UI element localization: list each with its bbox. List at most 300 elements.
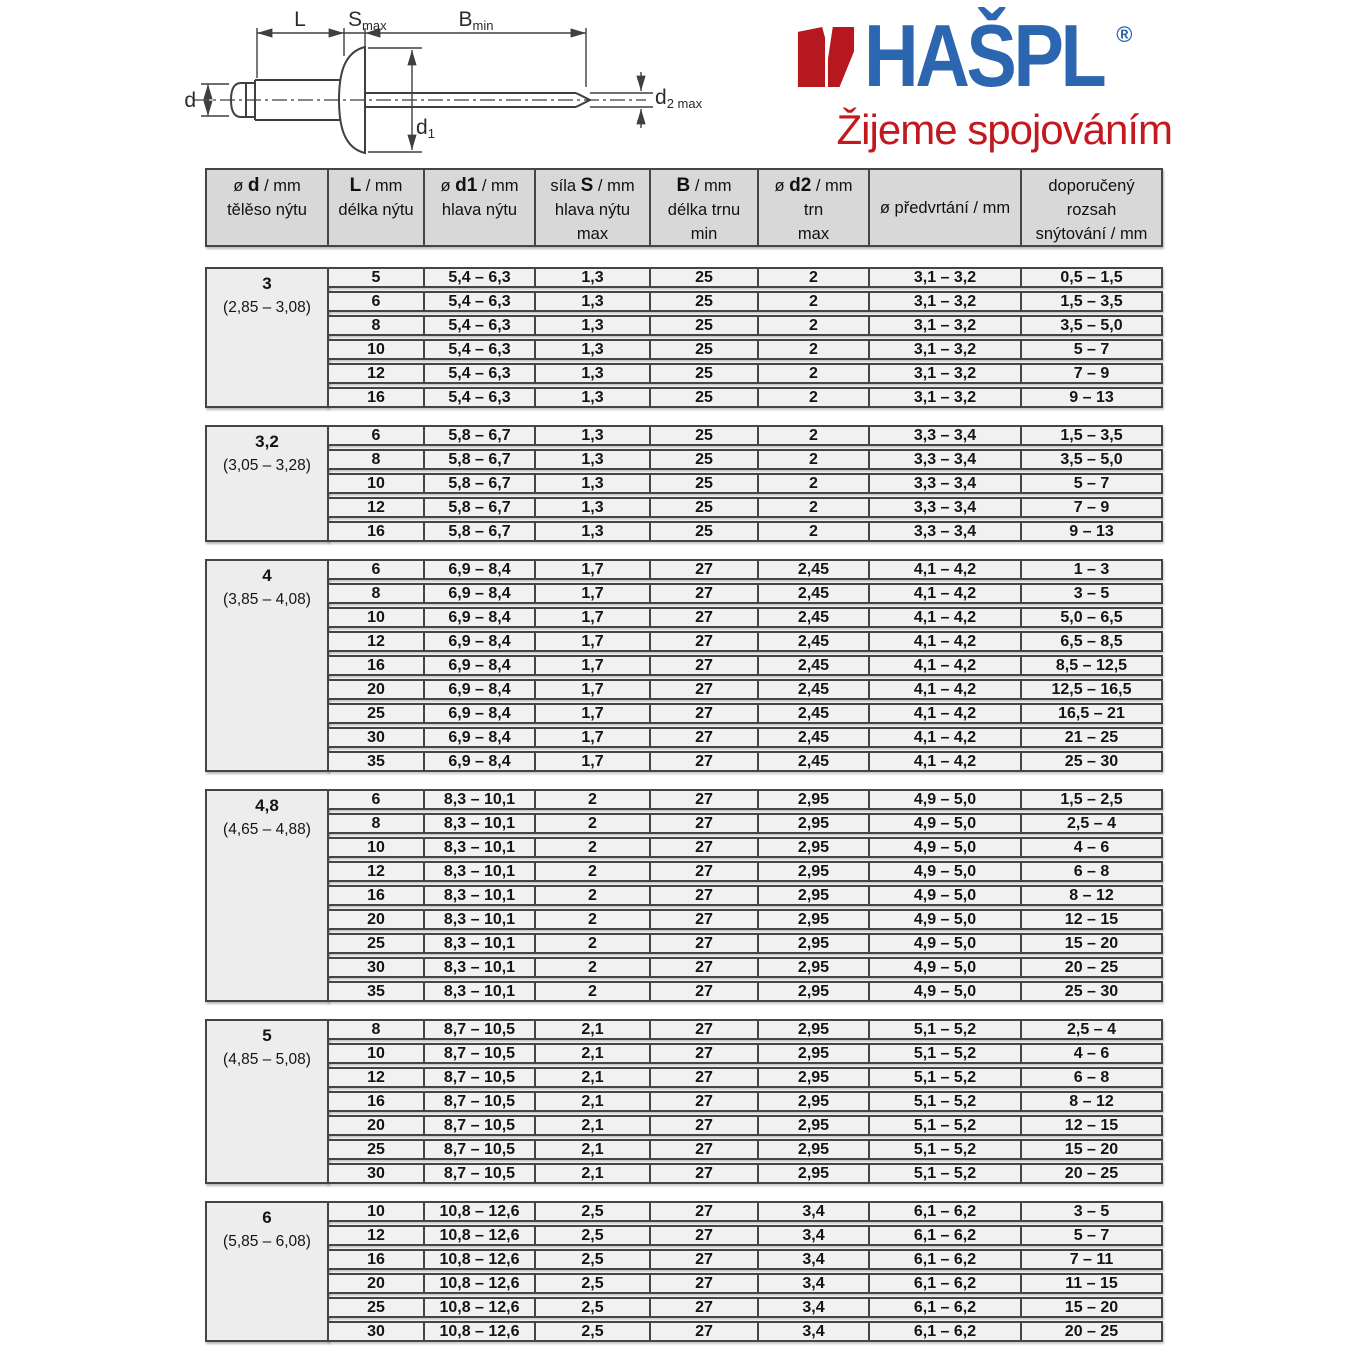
table-row (327, 559, 1163, 580)
table-cell: 16 (329, 657, 425, 674)
table-cell: 5,8 – 6,7 (425, 427, 536, 444)
rivet-diagram (183, 0, 703, 168)
table-cell: 7 – 9 (1073, 364, 1110, 382)
size-group-label (205, 1019, 329, 1184)
header-cell (536, 170, 651, 245)
table-cell: 27 (651, 1069, 759, 1086)
table-cell: 1,3 (536, 523, 651, 540)
table-cell: 2 (536, 983, 651, 1000)
table-row (327, 679, 1163, 700)
table-cell: 2,1 (536, 1165, 651, 1182)
table-cell: 25 (651, 523, 759, 540)
label-d1: d1 (416, 116, 435, 141)
table-row (327, 387, 1163, 408)
table-cell: 16,5 – 21 (1058, 704, 1125, 722)
table-cell: 1,3 (536, 427, 651, 444)
table-cell: 2 (759, 389, 870, 406)
table-cell: 6,1 – 6,2 (870, 1227, 1022, 1244)
table-cell: 2 (759, 341, 870, 358)
table-cell: 1,5 – 3,5 (1060, 426, 1123, 444)
header-cell (870, 170, 1022, 245)
table-cell: 25 (651, 341, 759, 358)
table-cell: 20 – 25 (1064, 1322, 1119, 1340)
table-cell: 2,95 (759, 1165, 870, 1182)
table-row (327, 909, 1163, 930)
table-cell: 9 – 13 (1069, 522, 1114, 540)
table-cell: 2 (759, 523, 870, 540)
table-cell: 2 (536, 887, 651, 904)
table-cell: 27 (651, 959, 759, 976)
table-cell: 35 (329, 983, 425, 1000)
table-cell: 2 (759, 269, 870, 286)
header-line1: ø d1 / mm (440, 175, 519, 196)
label-d2-max: d2 max (655, 86, 703, 111)
table-cell: 2,5 (536, 1299, 651, 1316)
table-cell: 1,3 (536, 317, 651, 334)
table-cell: 5,4 – 6,3 (425, 293, 536, 310)
table-cell: 2 (759, 317, 870, 334)
table-cell: 2 (536, 959, 651, 976)
table-row (327, 1321, 1163, 1342)
table-cell: 4,9 – 5,0 (870, 935, 1022, 952)
table-row (327, 1043, 1163, 1064)
table-cell: 10,8 – 12,6 (425, 1299, 536, 1316)
table-cell: 4,1 – 4,2 (870, 585, 1022, 602)
size-group-label (205, 425, 329, 542)
header-cell (329, 170, 425, 245)
table-cell: 2 (536, 815, 651, 832)
table-cell: 35 (329, 753, 425, 770)
table-row (327, 1201, 1163, 1222)
table-cell: 6,5 – 8,5 (1060, 632, 1123, 650)
table-cell: 27 (651, 1299, 759, 1316)
table-cell: 25 (329, 935, 425, 952)
header-line1: ø d / mm (233, 175, 301, 196)
table-cell: 5,1 – 5,2 (870, 1069, 1022, 1086)
table-cell: 8,7 – 10,5 (425, 1045, 536, 1062)
table-cell: 7 – 11 (1069, 1250, 1114, 1268)
table-cell: 21 – 25 (1064, 728, 1119, 746)
label-S-max: Smax (348, 8, 387, 33)
table-cell: 6 (329, 427, 425, 444)
table-row (327, 631, 1163, 652)
table-cell: 2 (759, 365, 870, 382)
table-cell: 8,3 – 10,1 (425, 863, 536, 880)
table-row (327, 1273, 1163, 1294)
table-row (327, 751, 1163, 772)
diameter-section (205, 267, 1163, 408)
table-cell: 20 – 25 (1064, 958, 1119, 976)
registered-mark: ® (1116, 22, 1133, 47)
table-cell: 9 – 13 (1069, 388, 1114, 406)
header-cell (651, 170, 759, 245)
table-cell: 25 (329, 1141, 425, 1158)
table-cell: 2 (536, 911, 651, 928)
table-cell: 8 (329, 451, 425, 468)
table-cell: 2,45 (759, 753, 870, 770)
table-cell: 8,3 – 10,1 (425, 887, 536, 904)
table-cell: 4,9 – 5,0 (870, 983, 1022, 1000)
table-cell: 27 (651, 633, 759, 650)
table-cell: 10 (329, 609, 425, 626)
table-cell: 12 (329, 863, 425, 880)
table-row (327, 363, 1163, 384)
header-line1: doporučený (1048, 177, 1135, 195)
section-rows (327, 267, 1163, 408)
table-cell: 2,5 (536, 1251, 651, 1268)
diameter-range: (4,85 – 5,08) (223, 1051, 311, 1068)
table-cell: 3 – 5 (1073, 584, 1110, 602)
table-row (327, 1067, 1163, 1088)
header-line3: max (576, 225, 609, 243)
table-row (327, 1163, 1163, 1184)
table-cell: 6 – 8 (1073, 862, 1110, 880)
table-cell: 16 (329, 1251, 425, 1268)
header-line2: délka trnu (667, 201, 741, 219)
table-cell: 3,5 – 5,0 (1060, 450, 1123, 468)
table-row (327, 449, 1163, 470)
table-cell: 11 – 15 (1065, 1274, 1118, 1292)
table-cell: 1,3 (536, 451, 651, 468)
table-cell: 5,1 – 5,2 (870, 1021, 1022, 1038)
table-cell: 10,8 – 12,6 (425, 1227, 536, 1244)
table-cell: 4,9 – 5,0 (870, 839, 1022, 856)
table-cell: 8,7 – 10,5 (425, 1069, 536, 1086)
table-cell: 6,9 – 8,4 (425, 705, 536, 722)
table-cell: 8 (329, 585, 425, 602)
table-cell: 5 – 7 (1073, 474, 1110, 492)
table-cell: 4,1 – 4,2 (870, 705, 1022, 722)
table-cell: 25 (651, 269, 759, 286)
table-cell: 2,45 (759, 585, 870, 602)
table-row (327, 315, 1163, 336)
table-row (327, 291, 1163, 312)
table-cell: 4 – 6 (1073, 838, 1110, 856)
table-cell: 5,1 – 5,2 (870, 1117, 1022, 1134)
table-cell: 5,8 – 6,7 (425, 499, 536, 516)
table-cell: 4,1 – 4,2 (870, 681, 1022, 698)
table-cell: 15 – 20 (1064, 1298, 1119, 1316)
table-cell: 10,8 – 12,6 (425, 1275, 536, 1292)
table-cell: 2,95 (759, 815, 870, 832)
table-cell: 1,3 (536, 269, 651, 286)
diameter-value: 3 (262, 274, 272, 293)
table-cell: 12 (329, 633, 425, 650)
table-cell: 2,5 – 4 (1067, 814, 1116, 832)
table-cell: 5,4 – 6,3 (425, 341, 536, 358)
diameter-section (205, 1019, 1163, 1184)
table-cell: 8,3 – 10,1 (425, 815, 536, 832)
diameter-value: 5 (262, 1026, 272, 1045)
table-header (205, 168, 1163, 247)
table-cell: 4,1 – 4,2 (870, 657, 1022, 674)
table-row (327, 703, 1163, 724)
table-row (327, 655, 1163, 676)
header-line1: ø d2 / mm (774, 175, 853, 196)
table-cell: 8 (329, 1021, 425, 1038)
table-cell: 2,45 (759, 633, 870, 650)
table-cell: 30 (329, 959, 425, 976)
table-cell: 2,95 (759, 935, 870, 952)
table-row (327, 957, 1163, 978)
table-cell: 2 (759, 451, 870, 468)
table-cell: 2,45 (759, 609, 870, 626)
section-rows (327, 559, 1163, 772)
table-cell: 2,45 (759, 657, 870, 674)
table-cell: 16 (329, 1093, 425, 1110)
table-cell: 2,1 (536, 1021, 651, 1038)
table-row (327, 1091, 1163, 1112)
table-row (327, 497, 1163, 518)
table-cell: 8,3 – 10,1 (425, 911, 536, 928)
header-line1: L / mm (349, 175, 403, 196)
table-cell: 1,7 (536, 633, 651, 650)
table-row (327, 789, 1163, 810)
table-cell: 4,9 – 5,0 (870, 791, 1022, 808)
table-cell: 0,5 – 1,5 (1060, 268, 1123, 286)
table-cell: 3,1 – 3,2 (870, 389, 1022, 406)
table-cell: 4,1 – 4,2 (870, 753, 1022, 770)
header-cell (425, 170, 536, 245)
header-line1: B / mm (676, 175, 732, 196)
table-cell: 3,4 (759, 1203, 870, 1220)
table-cell: 8,5 – 12,5 (1055, 656, 1128, 674)
table-cell: 4,9 – 5,0 (870, 815, 1022, 832)
table-cell: 27 (651, 887, 759, 904)
logo-tagline: Žijeme spojováním (836, 106, 1172, 153)
label-B-min: Bmin (458, 8, 494, 33)
table-cell: 3 – 5 (1073, 1202, 1110, 1220)
table-cell: 5,4 – 6,3 (425, 269, 536, 286)
table-cell: 4,1 – 4,2 (870, 561, 1022, 578)
header-line2: hlava nýtu (554, 201, 631, 219)
header-line2: rozsah (1066, 201, 1117, 219)
header-line2: délka nýtu (338, 201, 414, 219)
table-cell: 2 (536, 863, 651, 880)
table-cell: 8,7 – 10,5 (425, 1165, 536, 1182)
table-cell: 8,3 – 10,1 (425, 935, 536, 952)
table-cell: 4,1 – 4,2 (870, 633, 1022, 650)
table-cell: 3,3 – 3,4 (870, 499, 1022, 516)
table-cell: 10 (329, 1045, 425, 1062)
table-row (327, 583, 1163, 604)
table-cell: 2,95 (759, 911, 870, 928)
table-cell: 2,5 (536, 1203, 651, 1220)
table-row (327, 981, 1163, 1002)
diameter-section (205, 559, 1163, 772)
table-cell: 6 (329, 293, 425, 310)
table-cell: 27 (651, 585, 759, 602)
section-rows (327, 425, 1163, 542)
table-cell: 3,3 – 3,4 (870, 475, 1022, 492)
table-cell: 1,3 (536, 365, 651, 382)
table-cell: 1,3 (536, 499, 651, 516)
table-cell: 6 (329, 791, 425, 808)
table-cell: 2,5 – 4 (1067, 1020, 1116, 1038)
table-cell: 10 (329, 839, 425, 856)
table-cell: 30 (329, 729, 425, 746)
header-cell (207, 170, 329, 245)
table-cell: 5,1 – 5,2 (870, 1045, 1022, 1062)
diameter-range: (3,05 – 3,28) (223, 457, 311, 474)
table-cell: 3,3 – 3,4 (870, 523, 1022, 540)
diameter-range: (2,85 – 3,08) (223, 299, 311, 316)
table-cell: 1,7 (536, 705, 651, 722)
table-cell: 6,1 – 6,2 (870, 1299, 1022, 1316)
table-row (327, 1019, 1163, 1040)
brand-name: HAŠPL (864, 6, 1104, 105)
table-cell: 8,7 – 10,5 (425, 1141, 536, 1158)
table-cell: 3,4 (759, 1275, 870, 1292)
table-cell: 4,9 – 5,0 (870, 863, 1022, 880)
table-cell: 5,1 – 5,2 (870, 1141, 1022, 1158)
table-cell: 1,7 (536, 681, 651, 698)
table-row (327, 473, 1163, 494)
header-line1: síla S / mm (550, 175, 635, 196)
table-cell: 6,9 – 8,4 (425, 681, 536, 698)
table-cell: 27 (651, 561, 759, 578)
table-cell: 2,95 (759, 1093, 870, 1110)
table-cell: 2,95 (759, 839, 870, 856)
table-cell: 5,8 – 6,7 (425, 451, 536, 468)
table-cell: 25 (651, 389, 759, 406)
header-line1: ø předvrtání / mm (879, 198, 1011, 217)
table-cell: 27 (651, 657, 759, 674)
table-cell: 27 (651, 863, 759, 880)
table-cell: 2,95 (759, 1141, 870, 1158)
table-cell: 1,3 (536, 389, 651, 406)
logo-u-mark-icon (796, 26, 856, 88)
size-group-label (205, 267, 329, 408)
table-cell: 27 (651, 1275, 759, 1292)
label-d: d (184, 89, 196, 112)
diameter-range: (5,85 – 6,08) (223, 1233, 311, 1250)
table-cell: 2,95 (759, 959, 870, 976)
table-cell: 20 (329, 1117, 425, 1134)
table-cell: 8,7 – 10,5 (425, 1117, 536, 1134)
table-cell: 4,9 – 5,0 (870, 959, 1022, 976)
table-cell: 8,7 – 10,5 (425, 1021, 536, 1038)
header-line3: min (690, 225, 718, 243)
table-cell: 27 (651, 1323, 759, 1340)
table-cell: 8,7 – 10,5 (425, 1093, 536, 1110)
table-cell: 25 (651, 451, 759, 468)
table-cell: 12,5 – 16,5 (1051, 680, 1132, 698)
table-cell: 27 (651, 983, 759, 1000)
table-cell: 1,7 (536, 657, 651, 674)
table-cell: 27 (651, 1165, 759, 1182)
table-row (327, 425, 1163, 446)
table-cell: 25 (651, 499, 759, 516)
header-cell (759, 170, 870, 245)
table-cell: 1,5 – 3,5 (1060, 292, 1123, 310)
table-cell: 27 (651, 609, 759, 626)
table-cell: 5,4 – 6,3 (425, 389, 536, 406)
table-cell: 2 (759, 293, 870, 310)
header-cell (1022, 170, 1161, 245)
table-cell: 4,9 – 5,0 (870, 887, 1022, 904)
table-cell: 8 (329, 317, 425, 334)
table-cell: 2,95 (759, 1069, 870, 1086)
header-line2: hlava nýtu (441, 201, 518, 219)
table-cell: 3,1 – 3,2 (870, 365, 1022, 382)
table-cell: 27 (651, 681, 759, 698)
table-cell: 2,5 (536, 1323, 651, 1340)
diameter-section (205, 425, 1163, 542)
table-cell: 6,9 – 8,4 (425, 753, 536, 770)
table-cell: 1 – 3 (1073, 560, 1110, 578)
table-cell: 1,7 (536, 585, 651, 602)
table-row (327, 1249, 1163, 1270)
table-cell: 2,95 (759, 1021, 870, 1038)
table-cell: 3,5 – 5,0 (1060, 316, 1123, 334)
table-cell: 20 – 25 (1064, 1164, 1119, 1182)
diameter-range: (4,65 – 4,88) (223, 821, 311, 838)
table-cell: 2 (536, 839, 651, 856)
table-cell: 3,4 (759, 1251, 870, 1268)
table-cell: 25 – 30 (1064, 982, 1119, 1000)
table-cell: 27 (651, 1021, 759, 1038)
section-rows (327, 1019, 1163, 1184)
table-cell: 4 – 6 (1073, 1044, 1110, 1062)
table-cell: 1,3 (536, 293, 651, 310)
table-cell: 6,9 – 8,4 (425, 633, 536, 650)
table-cell: 5,1 – 5,2 (870, 1093, 1022, 1110)
table-cell: 27 (651, 839, 759, 856)
table-cell: 27 (651, 911, 759, 928)
table-cell: 20 (329, 1275, 425, 1292)
table-cell: 6,9 – 8,4 (425, 657, 536, 674)
table-cell: 27 (651, 815, 759, 832)
size-group-label (205, 789, 329, 1002)
size-group-label (205, 1201, 329, 1342)
table-row (327, 339, 1163, 360)
table-cell: 25 – 30 (1064, 752, 1119, 770)
table-cell: 2,95 (759, 791, 870, 808)
table-cell: 2 (536, 935, 651, 952)
table-cell: 7 – 9 (1073, 498, 1110, 516)
table-cell: 25 (329, 1299, 425, 1316)
table-cell: 10,8 – 12,6 (425, 1251, 536, 1268)
table-cell: 6,1 – 6,2 (870, 1323, 1022, 1340)
table-cell: 8 (329, 815, 425, 832)
table-cell: 2,45 (759, 681, 870, 698)
table-cell: 2,5 (536, 1227, 651, 1244)
table-sections (205, 267, 1163, 1342)
table-cell: 4,1 – 4,2 (870, 729, 1022, 746)
table-row (327, 607, 1163, 628)
table-cell: 5,4 – 6,3 (425, 317, 536, 334)
table-cell: 6,1 – 6,2 (870, 1251, 1022, 1268)
table-cell: 2,45 (759, 729, 870, 746)
table-cell: 4,1 – 4,2 (870, 609, 1022, 626)
header-line3: max (797, 225, 830, 243)
table-cell: 20 (329, 681, 425, 698)
haspl-logo (796, 6, 1172, 154)
table-cell: 16 (329, 389, 425, 406)
table-cell: 5 – 7 (1073, 340, 1110, 358)
table-cell: 25 (651, 475, 759, 492)
header-line2: tělěso nýtu (227, 201, 307, 219)
table-cell: 27 (651, 705, 759, 722)
table-cell: 27 (651, 1251, 759, 1268)
table-cell: 1,7 (536, 729, 651, 746)
table-cell: 10 (329, 341, 425, 358)
table-cell: 1,3 (536, 475, 651, 492)
diameter-value: 4 (262, 566, 272, 585)
table-row (327, 1115, 1163, 1136)
table-cell: 2 (759, 499, 870, 516)
